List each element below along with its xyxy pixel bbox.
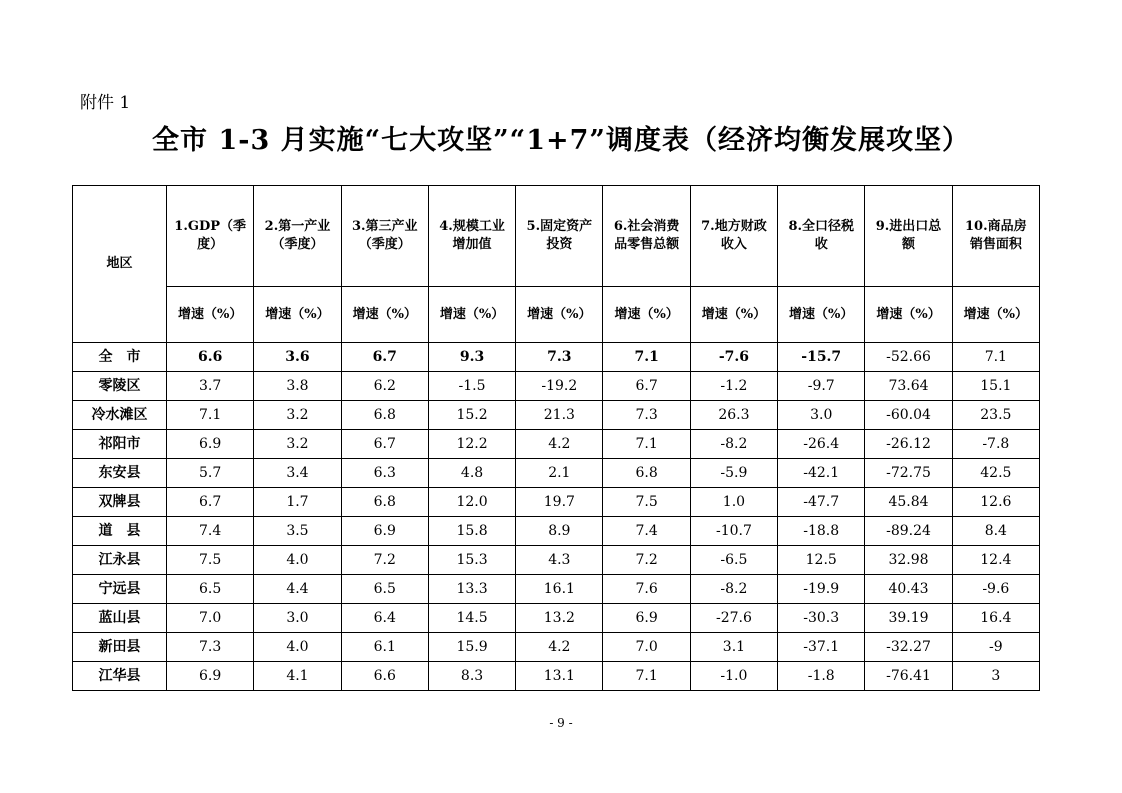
- value-cell: 3.8: [254, 372, 341, 401]
- value-cell: 7.4: [603, 517, 690, 546]
- value-cell: 6.6: [167, 343, 254, 372]
- value-cell: 4.2: [516, 633, 603, 662]
- table-row: [73, 372, 1040, 401]
- value-cell: 6.2: [341, 372, 428, 401]
- column-header-line-2: （季度）: [358, 237, 411, 252]
- value-cell: 13.1: [516, 662, 603, 691]
- value-cell: 3.4: [254, 459, 341, 488]
- value-cell: -1.8: [778, 662, 865, 691]
- value-cell: 3.1: [690, 633, 777, 662]
- region-cell: 新田县: [73, 633, 167, 662]
- region-cell: 东安县: [73, 459, 167, 488]
- value-cell: -47.7: [778, 488, 865, 517]
- value-cell: 21.3: [516, 401, 603, 430]
- value-cell: 6.4: [341, 604, 428, 633]
- value-cell: 8.9: [516, 517, 603, 546]
- value-cell: 7.4: [167, 517, 254, 546]
- value-cell: 6.9: [603, 604, 690, 633]
- value-cell: 12.6: [952, 488, 1039, 517]
- value-cell: 4.0: [254, 546, 341, 575]
- growth-rate-subheader: 增速（%）: [778, 287, 865, 343]
- value-cell: 4.1: [254, 662, 341, 691]
- value-cell: -60.04: [865, 401, 952, 430]
- value-cell: 6.3: [341, 459, 428, 488]
- column-header: [167, 186, 254, 287]
- value-cell: 12.0: [428, 488, 515, 517]
- value-cell: -89.24: [865, 517, 952, 546]
- table-row: [73, 575, 1040, 604]
- table-row: [73, 488, 1040, 517]
- value-cell: 3: [952, 662, 1039, 691]
- value-cell: -32.27: [865, 633, 952, 662]
- column-header-line-1: 7.地方财政: [701, 219, 767, 235]
- value-cell: 4.3: [516, 546, 603, 575]
- value-cell: 12.5: [778, 546, 865, 575]
- region-header: 地区: [73, 186, 167, 343]
- growth-rate-subheader: 增速（%）: [254, 287, 341, 343]
- column-header-line-1: 6.社会消费: [613, 219, 680, 235]
- value-cell: -9.7: [778, 372, 865, 401]
- column-header: [778, 186, 865, 287]
- table-row: [73, 517, 1040, 546]
- page-number: - 9 -: [549, 716, 573, 730]
- value-cell: -1.2: [690, 372, 777, 401]
- column-header-line-2: 增加值: [452, 237, 492, 252]
- value-cell: 3.2: [254, 401, 341, 430]
- region-cell: 冷水滩区: [73, 401, 167, 430]
- value-cell: 7.6: [603, 575, 690, 604]
- region-cell: 祁阳市: [73, 430, 167, 459]
- value-cell: -26.4: [778, 430, 865, 459]
- growth-rate-subheader: 增速（%）: [865, 287, 952, 343]
- value-cell: -76.41: [865, 662, 952, 691]
- value-cell: 6.9: [341, 517, 428, 546]
- value-cell: -7.6: [690, 343, 777, 372]
- value-cell: 6.1: [341, 633, 428, 662]
- value-cell: 7.3: [603, 401, 690, 430]
- value-cell: 6.9: [167, 662, 254, 691]
- table-row: [73, 633, 1040, 662]
- column-header-line-2: 投资: [546, 237, 573, 252]
- value-cell: -1.0: [690, 662, 777, 691]
- region-cell: 全 市: [73, 343, 167, 372]
- table-row: [73, 604, 1040, 633]
- region-cell: 零陵区: [73, 372, 167, 401]
- column-header: [516, 186, 603, 287]
- value-cell: 6.7: [603, 372, 690, 401]
- value-cell: 8.3: [428, 662, 515, 691]
- column-header-line-2: （季度）: [271, 237, 324, 252]
- value-cell: -19.2: [516, 372, 603, 401]
- column-header-line-1: 10.商品房: [965, 219, 1027, 235]
- column-header-line-2: 收入: [720, 237, 747, 252]
- value-cell: 3.0: [778, 401, 865, 430]
- region-cell: 道 县: [73, 517, 167, 546]
- growth-rate-subheader: 增速（%）: [341, 287, 428, 343]
- value-cell: 9.3: [428, 343, 515, 372]
- value-cell: 15.1: [952, 372, 1039, 401]
- value-cell: 16.4: [952, 604, 1039, 633]
- value-cell: 7.2: [603, 546, 690, 575]
- value-cell: 45.84: [865, 488, 952, 517]
- column-header-line-2: 度）: [197, 237, 224, 252]
- value-cell: 6.8: [341, 401, 428, 430]
- value-cell: 7.3: [516, 343, 603, 372]
- value-cell: 14.5: [428, 604, 515, 633]
- value-cell: 6.8: [341, 488, 428, 517]
- value-cell: 3.0: [254, 604, 341, 633]
- value-cell: 5.7: [167, 459, 254, 488]
- column-header-line-2: 销售面积: [969, 237, 1022, 252]
- value-cell: 15.2: [428, 401, 515, 430]
- value-cell: 26.3: [690, 401, 777, 430]
- column-header-line-1: 8.全口径税: [788, 219, 855, 235]
- dispatch-table: [72, 185, 1040, 691]
- value-cell: 6.7: [341, 430, 428, 459]
- column-header-line-1: 1.GDP（季: [174, 219, 247, 235]
- region-cell: 蓝山县: [73, 604, 167, 633]
- value-cell: 15.9: [428, 633, 515, 662]
- column-header-line-1: 2.第一产业: [264, 219, 331, 235]
- value-cell: 7.1: [603, 662, 690, 691]
- value-cell: -18.8: [778, 517, 865, 546]
- growth-rate-subheader: 增速（%）: [167, 287, 254, 343]
- value-cell: 4.0: [254, 633, 341, 662]
- growth-rate-subheader: 增速（%）: [428, 287, 515, 343]
- value-cell: 16.1: [516, 575, 603, 604]
- value-cell: 7.3: [167, 633, 254, 662]
- value-cell: 12.4: [952, 546, 1039, 575]
- value-cell: 3.6: [254, 343, 341, 372]
- value-cell: 15.8: [428, 517, 515, 546]
- growth-rate-subheader: 增速（%）: [603, 287, 690, 343]
- value-cell: 8.4: [952, 517, 1039, 546]
- table-row: [73, 430, 1040, 459]
- value-cell: -42.1: [778, 459, 865, 488]
- value-cell: -8.2: [690, 575, 777, 604]
- value-cell: 3.2: [254, 430, 341, 459]
- column-header: [603, 186, 690, 287]
- value-cell: 6.8: [603, 459, 690, 488]
- value-cell: 1.0: [690, 488, 777, 517]
- value-cell: -26.12: [865, 430, 952, 459]
- value-cell: 7.2: [341, 546, 428, 575]
- value-cell: -7.8: [952, 430, 1039, 459]
- value-cell: 6.9: [167, 430, 254, 459]
- value-cell: 6.7: [167, 488, 254, 517]
- value-cell: 15.3: [428, 546, 515, 575]
- table-row: [73, 401, 1040, 430]
- value-cell: 42.5: [952, 459, 1039, 488]
- value-cell: -37.1: [778, 633, 865, 662]
- value-cell: 2.1: [516, 459, 603, 488]
- column-header: [690, 186, 777, 287]
- region-cell: 宁远县: [73, 575, 167, 604]
- value-cell: 7.5: [167, 546, 254, 575]
- region-cell: 江永县: [73, 546, 167, 575]
- value-cell: 7.1: [603, 430, 690, 459]
- value-cell: 39.19: [865, 604, 952, 633]
- value-cell: 6.6: [341, 662, 428, 691]
- table-row: [73, 459, 1040, 488]
- value-cell: 4.4: [254, 575, 341, 604]
- value-cell: -9: [952, 633, 1039, 662]
- value-cell: 13.3: [428, 575, 515, 604]
- column-header-line-1: 9.进出口总: [875, 219, 942, 235]
- value-cell: -52.66: [865, 343, 952, 372]
- column-header-line-1: 4.规模工业: [439, 219, 505, 235]
- value-cell: 3.5: [254, 517, 341, 546]
- value-cell: -30.3: [778, 604, 865, 633]
- attachment-label: 附件 1: [80, 93, 131, 113]
- value-cell: -19.9: [778, 575, 865, 604]
- column-header-line-1: 5.固定资产: [526, 219, 593, 235]
- value-cell: 12.2: [428, 430, 515, 459]
- value-cell: -6.5: [690, 546, 777, 575]
- region-cell: 江华县: [73, 662, 167, 691]
- value-cell: 7.0: [603, 633, 690, 662]
- value-cell: -72.75: [865, 459, 952, 488]
- column-header: [428, 186, 515, 287]
- value-cell: 3.7: [167, 372, 254, 401]
- region-cell: 双牌县: [73, 488, 167, 517]
- value-cell: -5.9: [690, 459, 777, 488]
- growth-rate-subheader: 增速（%）: [516, 287, 603, 343]
- value-cell: 13.2: [516, 604, 603, 633]
- value-cell: 4.2: [516, 430, 603, 459]
- value-cell: -27.6: [690, 604, 777, 633]
- column-header: [254, 186, 341, 287]
- value-cell: -15.7: [778, 343, 865, 372]
- growth-rate-subheader: 增速（%）: [690, 287, 777, 343]
- value-cell: -1.5: [428, 372, 515, 401]
- value-cell: 6.7: [341, 343, 428, 372]
- column-header: [341, 186, 428, 287]
- column-header-line-2: 收: [814, 237, 828, 252]
- value-cell: 7.1: [167, 401, 254, 430]
- column-header-line-2: 额: [902, 237, 916, 252]
- value-cell: 19.7: [516, 488, 603, 517]
- table-row: [73, 662, 1040, 691]
- value-cell: 7.1: [952, 343, 1039, 372]
- value-cell: 4.8: [428, 459, 515, 488]
- value-cell: 32.98: [865, 546, 952, 575]
- value-cell: 7.0: [167, 604, 254, 633]
- value-cell: 1.7: [254, 488, 341, 517]
- column-header-line-1: 3.第三产业: [351, 219, 418, 235]
- value-cell: 6.5: [167, 575, 254, 604]
- growth-rate-subheader: 增速（%）: [952, 287, 1039, 343]
- value-cell: 6.5: [341, 575, 428, 604]
- value-cell: -10.7: [690, 517, 777, 546]
- table-row: [73, 343, 1040, 372]
- column-header-line-2: 品零售总额: [614, 237, 680, 252]
- value-cell: 73.64: [865, 372, 952, 401]
- value-cell: 7.5: [603, 488, 690, 517]
- value-cell: 7.1: [603, 343, 690, 372]
- value-cell: 40.43: [865, 575, 952, 604]
- page-title: 全市 1-3 月实施“七大攻坚”“1+7”调度表（经济均衡发展攻坚）: [152, 125, 970, 156]
- value-cell: -8.2: [690, 430, 777, 459]
- value-cell: -9.6: [952, 575, 1039, 604]
- column-header: [952, 186, 1039, 287]
- table-row: [73, 546, 1040, 575]
- column-header: [865, 186, 952, 287]
- value-cell: 23.5: [952, 401, 1039, 430]
